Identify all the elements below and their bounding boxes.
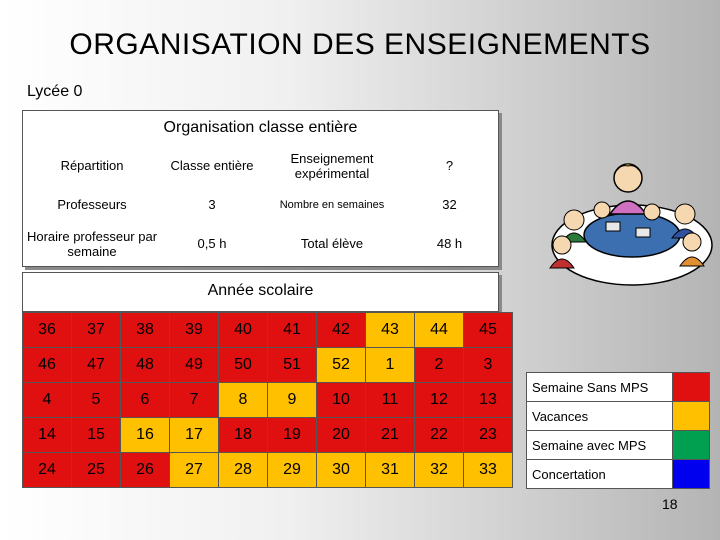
week-cell: 18	[219, 418, 268, 453]
week-cell: 41	[268, 313, 317, 348]
week-cell: 42	[317, 313, 366, 348]
week-cell: 28	[219, 453, 268, 488]
week-cell: 11	[366, 383, 415, 418]
table-cell: 32	[442, 197, 457, 213]
table-row	[22, 144, 497, 189]
week-cell: 16	[121, 418, 170, 453]
legend-label: Semaine Sans MPS	[527, 373, 673, 402]
legend	[526, 372, 710, 489]
table-cell: Professeurs	[57, 197, 127, 213]
table-cell: ?	[445, 158, 454, 174]
week-cell: 33	[464, 453, 513, 488]
week-cell: 44	[415, 313, 464, 348]
calendar-grid	[22, 312, 513, 488]
legend-item	[527, 373, 710, 402]
week-cell: 15	[72, 418, 121, 453]
table-cell: Total élève	[300, 236, 364, 252]
calendar-row	[23, 313, 513, 348]
page-title: ORGANISATION DES ENSEIGNEMENTS	[69, 28, 651, 61]
organisation-header: Organisation classe entière	[163, 119, 358, 136]
week-cell: 26	[121, 453, 170, 488]
week-cell: 7	[170, 383, 219, 418]
week-cell: 36	[23, 313, 72, 348]
week-cell: 17	[170, 418, 219, 453]
table-cell: Nombre en semaines	[279, 199, 385, 212]
week-cell: 3	[464, 348, 513, 383]
week-cell: 12	[415, 383, 464, 418]
table-cell: 0,5 h	[197, 236, 227, 252]
week-cell: 49	[170, 348, 219, 383]
week-cell: 32	[415, 453, 464, 488]
table-cell: 3	[208, 197, 216, 213]
calendar-header: Année scolaire	[207, 282, 314, 299]
page-number: 18	[662, 496, 678, 512]
calendar-row	[23, 453, 513, 488]
week-cell: 1	[366, 348, 415, 383]
week-cell: 30	[317, 453, 366, 488]
legend-swatch	[673, 460, 710, 489]
week-cell: 4	[23, 383, 72, 418]
week-cell: 48	[121, 348, 170, 383]
table-cell: Enseignement expérimental	[290, 150, 374, 181]
week-cell: 8	[219, 383, 268, 418]
week-cell: 38	[121, 313, 170, 348]
table-cell: Classe entière	[170, 158, 254, 174]
week-cell: 20	[317, 418, 366, 453]
week-cell: 10	[317, 383, 366, 418]
week-cell: 6	[121, 383, 170, 418]
week-cell: 51	[268, 348, 317, 383]
week-cell: 5	[72, 383, 121, 418]
week-cell: 23	[464, 418, 513, 453]
legend-label: Vacances	[527, 402, 673, 431]
calendar-row	[23, 418, 513, 453]
week-cell: 9	[268, 383, 317, 418]
calendar-header-box	[22, 272, 499, 312]
week-cell: 22	[415, 418, 464, 453]
legend-label: Concertation	[527, 460, 673, 489]
week-cell: 27	[170, 453, 219, 488]
calendar-row	[23, 348, 513, 383]
week-cell: 14	[23, 418, 72, 453]
week-cell: 46	[23, 348, 72, 383]
table-cell: Répartition	[60, 158, 124, 174]
table-cell: 48 h	[436, 236, 463, 252]
week-cell: 50	[219, 348, 268, 383]
week-cell: 25	[72, 453, 121, 488]
week-cell: 31	[366, 453, 415, 488]
week-cell: 21	[366, 418, 415, 453]
meeting-clipart-icon	[540, 150, 718, 295]
week-cell: 43	[366, 313, 415, 348]
table-row	[22, 222, 497, 267]
week-cell: 52	[317, 348, 366, 383]
week-cell: 39	[170, 313, 219, 348]
school-name: Lycée 0	[27, 83, 83, 100]
table-cell: Horaire professeur par semaine	[26, 228, 158, 259]
legend-item	[527, 460, 710, 489]
week-cell: 40	[219, 313, 268, 348]
legend-swatch	[673, 402, 710, 431]
week-cell: 47	[72, 348, 121, 383]
legend-item	[527, 402, 710, 431]
legend-swatch	[673, 373, 710, 402]
organisation-table	[22, 144, 497, 267]
legend-item	[527, 431, 710, 460]
week-cell: 37	[72, 313, 121, 348]
week-cell: 45	[464, 313, 513, 348]
week-cell: 24	[23, 453, 72, 488]
table-row	[22, 189, 497, 222]
week-cell: 2	[415, 348, 464, 383]
legend-label: Semaine avec MPS	[527, 431, 673, 460]
week-cell: 29	[268, 453, 317, 488]
legend-swatch	[673, 431, 710, 460]
week-cell: 13	[464, 383, 513, 418]
week-cell: 19	[268, 418, 317, 453]
calendar-row	[23, 383, 513, 418]
